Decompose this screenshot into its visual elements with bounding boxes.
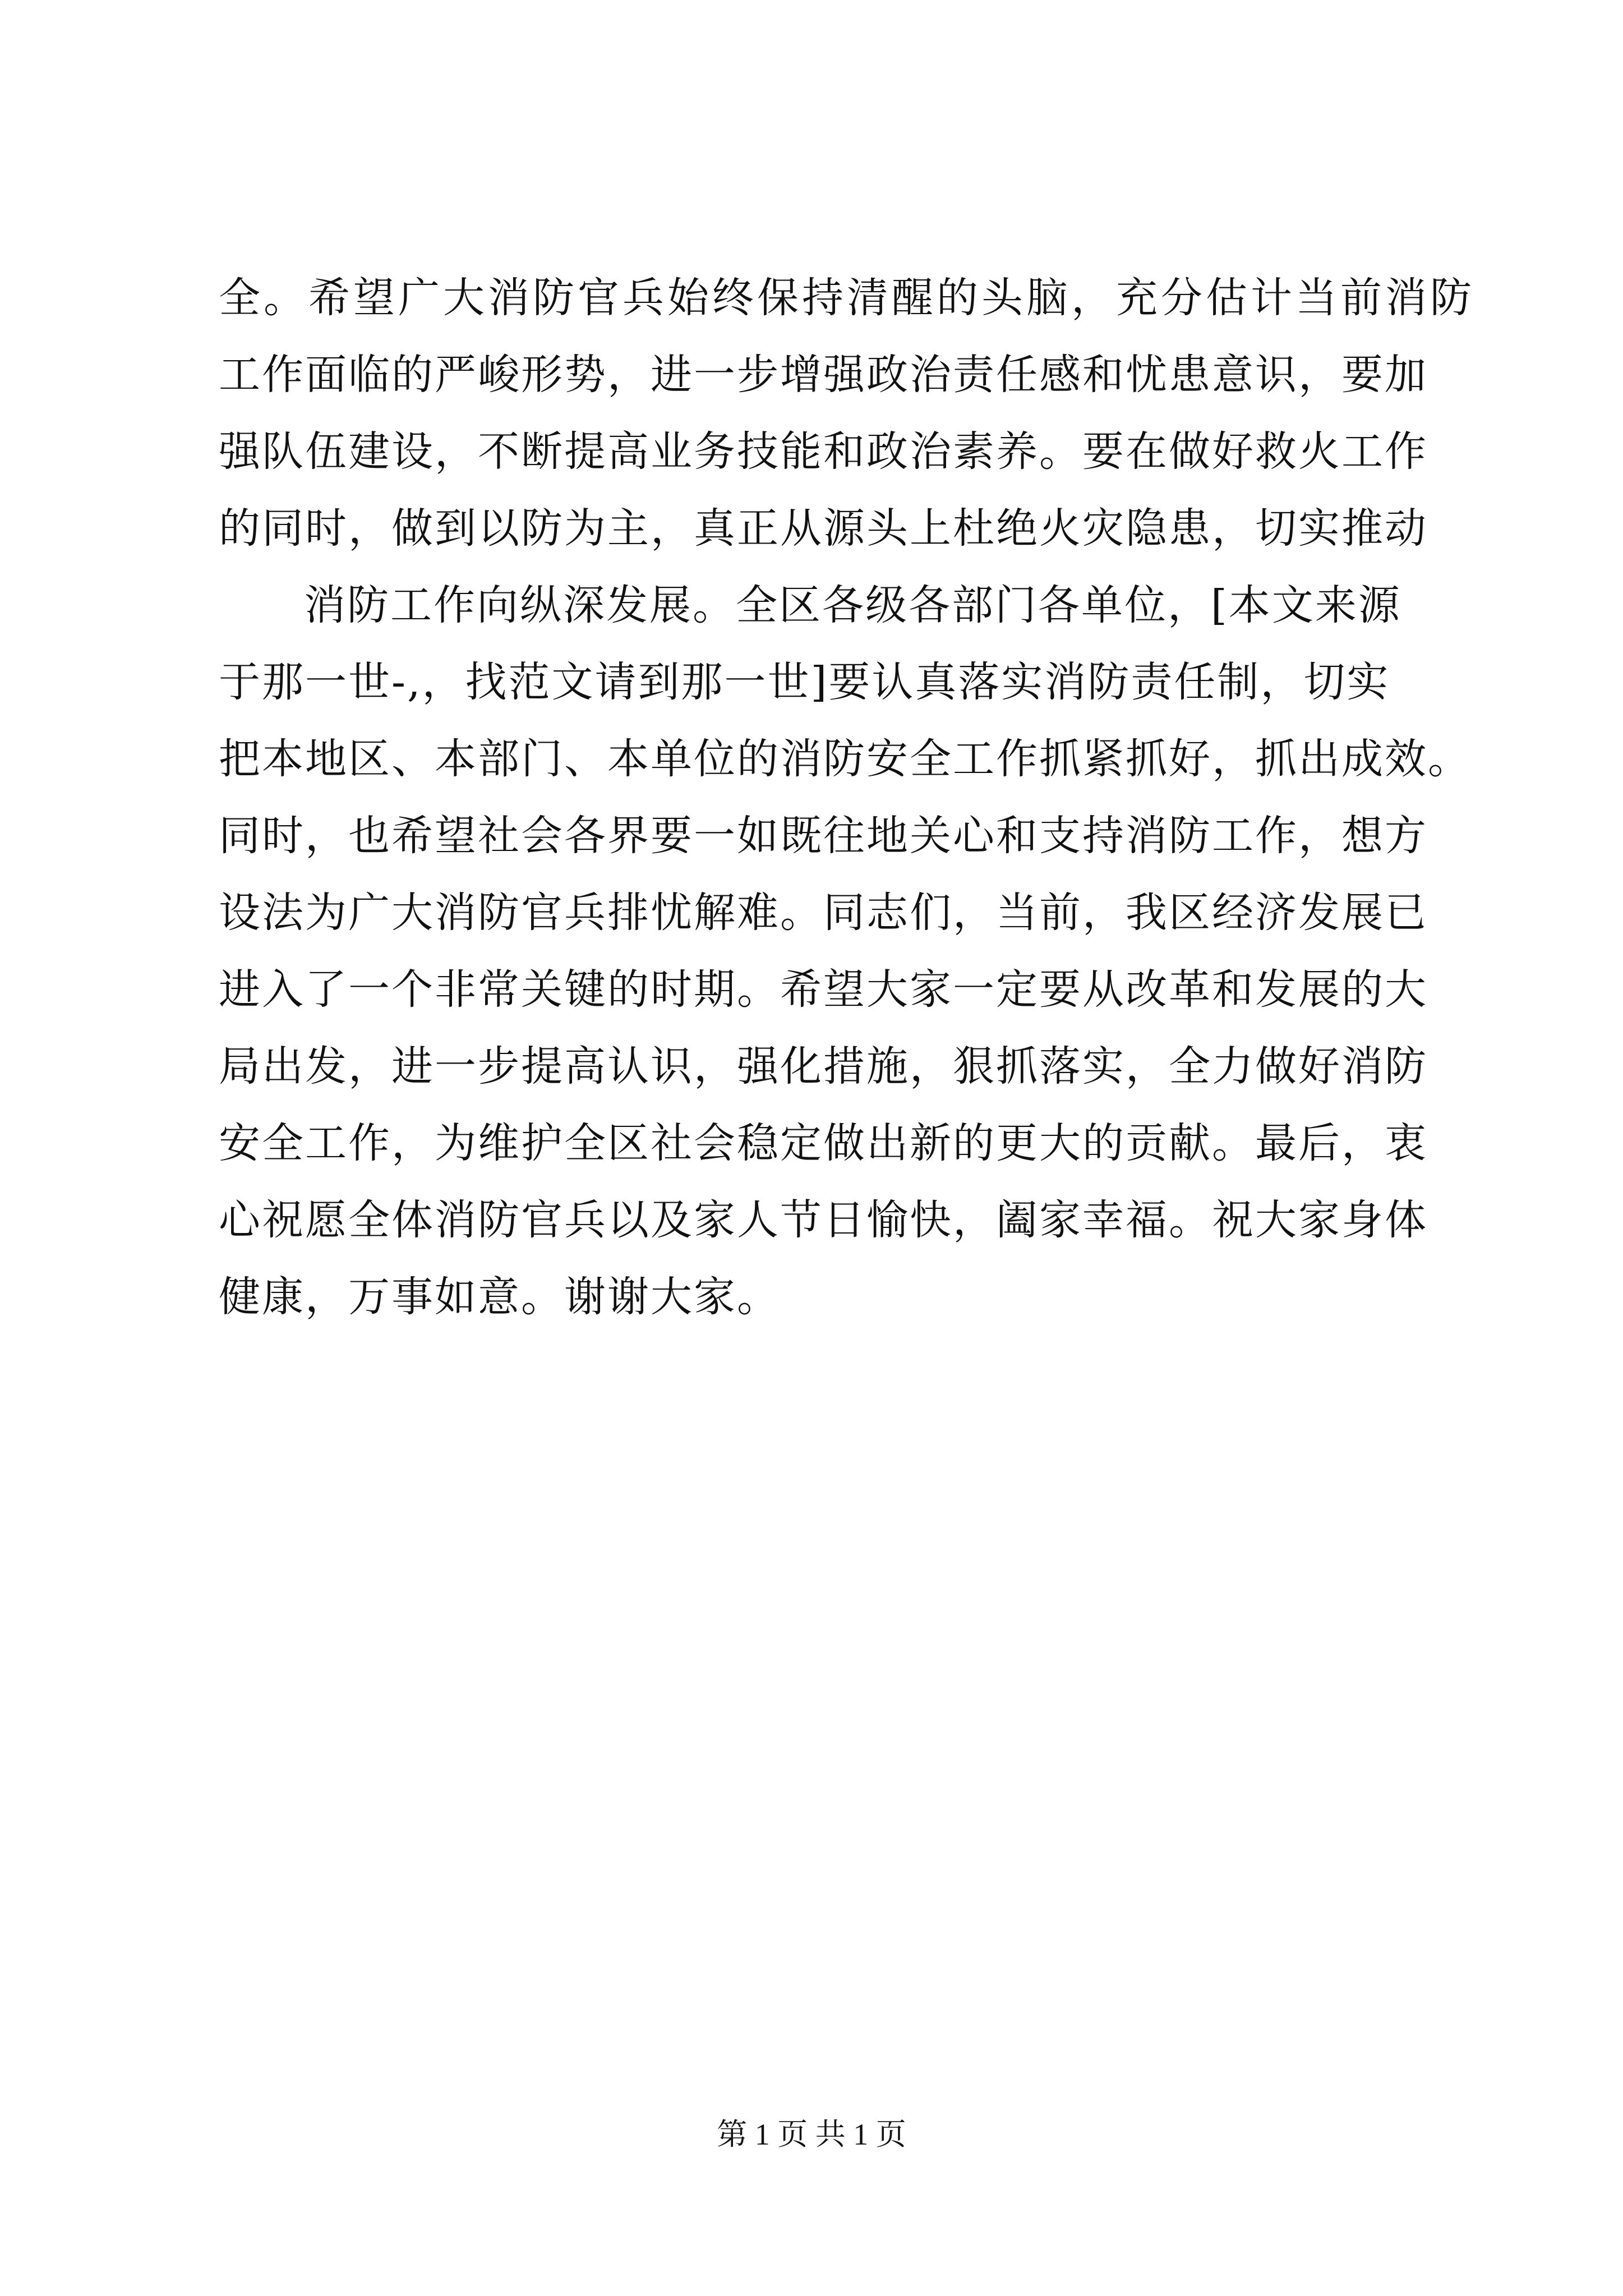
text-line: 安全工作，为维护全区社会稳定做出新的更大的贡献。最后，衷 <box>219 1119 1428 1167</box>
body-text <box>219 260 1475 1336</box>
text-line: 进入了一个非常关键的时期。希望大家一定要从改革和发展的大 <box>219 965 1428 1014</box>
text-line: 局出发，进一步提高认识，强化措施，狠抓落实，全力做好消防 <box>219 1042 1428 1091</box>
text-line: 工作面临的严峻形势，进一步增强政治责任感和忧患意识，要加 <box>219 351 1428 399</box>
page-footer: 第 1 页 共 1 页 <box>717 2118 906 2151</box>
text-line: 设法为广大消防官兵排忧解难。同志们，当前，我区经济发展已 <box>219 889 1428 937</box>
text-line: 消防工作向纵深发展。全区各级各部门各单位，[本文来源 <box>304 581 1401 629</box>
text-line: 于那一世-,，找范文请到那一世]要认真落实消防责任制，切实 <box>219 658 1390 706</box>
text-line: 同时，也希望社会各界要一如既往地关心和支持消防工作，想方 <box>219 812 1428 860</box>
text-line: 全。希望广大消防官兵始终保持清醒的头脑，充分估计当前消防 <box>219 274 1475 322</box>
text-line: 强队伍建设，不断提高业务技能和政治素养。要在做好救火工作 <box>219 427 1428 476</box>
text-line: 心祝愿全体消防官兵以及家人节日愉快，阖家幸福。祝大家身体 <box>219 1196 1428 1244</box>
text-line: 健康，万事如意。谢谢大家。 <box>219 1273 780 1321</box>
text-line: 的同时，做到以防为主，真正从源头上杜绝火灾隐患，切实推动 <box>219 504 1428 553</box>
text-line: 把本地区、本部门、本单位的消防安全工作抓紧抓好，抓出成效。 <box>219 735 1471 783</box>
